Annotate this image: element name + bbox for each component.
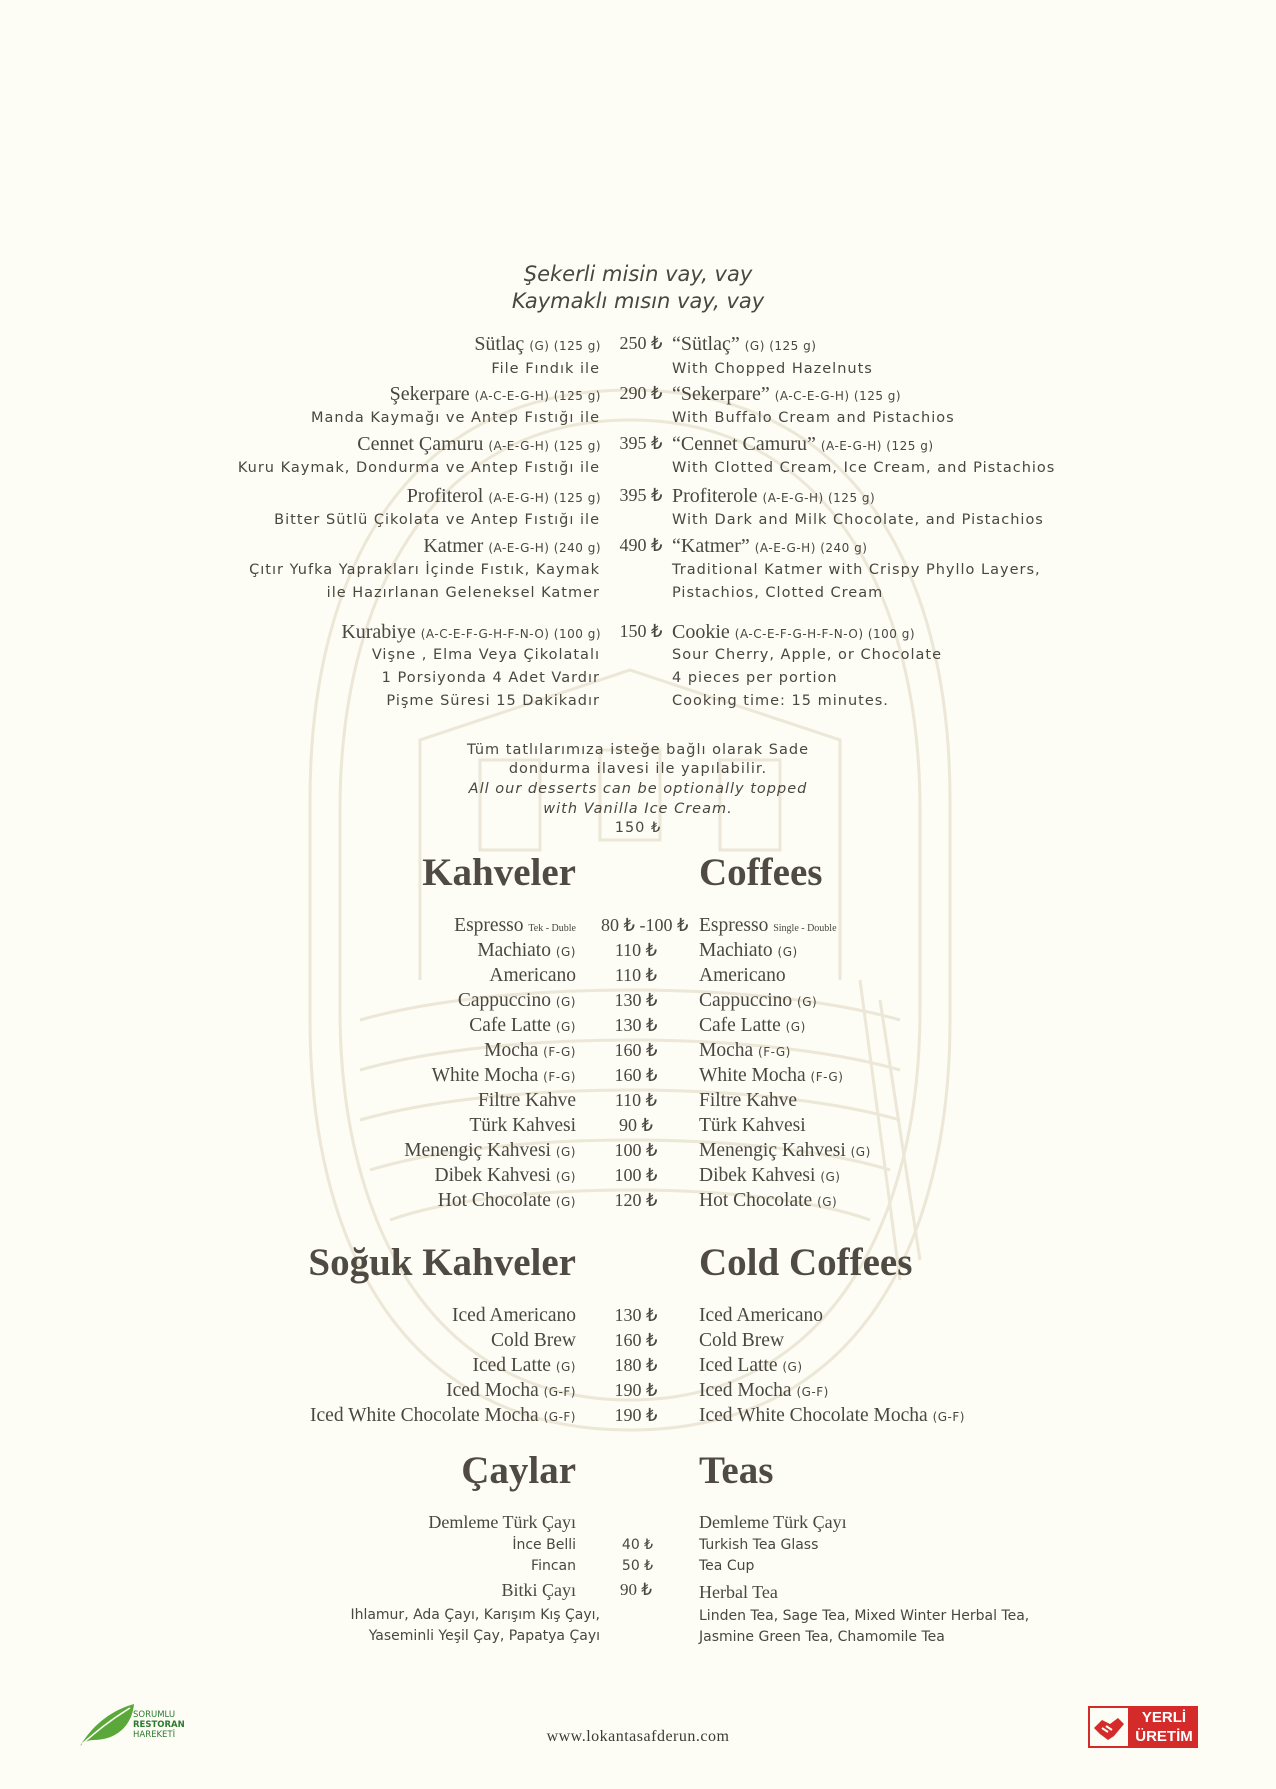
drink-row xyxy=(0,1065,1276,1089)
dessert-row xyxy=(0,621,1276,645)
drink-name-tr: Türk Kahvesi xyxy=(469,1115,576,1136)
drink-row xyxy=(0,1090,1276,1114)
drink-name-tr: Iced Americano xyxy=(452,1305,576,1326)
dessert-row xyxy=(0,535,1276,559)
drink-row xyxy=(0,1190,1276,1214)
drink-row xyxy=(0,1140,1276,1164)
tea-demleme-tr: Demleme Türk Çayı xyxy=(428,1512,576,1532)
dessert-price: 250 ₺ xyxy=(619,333,663,353)
dessert-price: 490 ₺ xyxy=(619,535,663,555)
handshake-icon xyxy=(1088,1706,1130,1748)
drink-row xyxy=(0,1330,1276,1354)
drink-row xyxy=(0,965,1276,989)
tagline-line-1: Şekerli misin vay, vay xyxy=(523,262,753,286)
dessert-desc-en: Traditional Katmer with Crispy Phyllo Layers, xyxy=(672,562,1041,578)
drink-name-tr: Hot Chocolate (G) xyxy=(437,1190,576,1211)
dessert-desc-en: With Chopped Hazelnuts xyxy=(672,361,873,377)
logo-text-line: YERLİ xyxy=(1141,1709,1187,1726)
drink-row xyxy=(0,1355,1276,1379)
drink-price: 180 ₺ xyxy=(614,1355,658,1375)
logo-text-line: HAREKETİ xyxy=(133,1730,176,1740)
dessert-desc-en: Cooking time: 15 minutes. xyxy=(672,693,889,709)
drink-row xyxy=(0,1305,1276,1329)
section-title-kahveler: Kahveler xyxy=(422,851,576,894)
drink-price: 190 ₺ xyxy=(614,1380,658,1400)
logo-text-line: RESTORAN xyxy=(133,1720,185,1730)
drink-name-en: White Mocha (F-G) xyxy=(699,1065,844,1086)
drink-name-tr: Iced White Chocolate Mocha (G-F) xyxy=(310,1405,576,1426)
drink-row xyxy=(0,990,1276,1014)
icecream-note-price: 150 ₺ xyxy=(614,820,662,836)
section-title-soguk-kahveler: Soğuk Kahveler xyxy=(308,1241,576,1284)
dessert-desc-tr: Bitter Sütlü Çikolata ve Antep Fıstığı ile xyxy=(274,512,600,528)
dessert-name-tr: Profiterol (A-E-G-H) (125 g) xyxy=(406,485,601,507)
dessert-desc-tr: Kuru Kaymak, Dondurma ve Antep Fıstığı ile xyxy=(237,460,600,476)
tea-fincan-tr: Fincan xyxy=(531,1558,576,1574)
dessert-desc-en: Pistachios, Clotted Cream xyxy=(672,585,884,601)
drink-row xyxy=(0,1040,1276,1064)
drink-name-tr: White Mocha (F-G) xyxy=(431,1065,576,1086)
drink-name-tr: Mocha (F-G) xyxy=(484,1040,576,1061)
logo-text-line: ÜRETİM xyxy=(1135,1728,1193,1745)
dessert-name-en: “Cennet Camuru” (A-E-G-H) (125 g) xyxy=(672,433,934,455)
drink-price: 120 ₺ xyxy=(614,1190,658,1210)
dessert-price: 290 ₺ xyxy=(619,383,663,403)
drink-name-en: Hot Chocolate (G) xyxy=(699,1190,838,1211)
yerli-uretim-logo xyxy=(1088,1706,1200,1748)
section-title-cold-coffees: Cold Coffees xyxy=(699,1241,913,1284)
tea-bitki-tr: Bitki Çayı xyxy=(501,1580,576,1600)
dessert-row xyxy=(0,485,1276,509)
drink-price: 160 ₺ xyxy=(614,1040,658,1060)
drink-name-tr: Machiato (G) xyxy=(477,940,576,961)
dessert-desc-tr: Çıtır Yufka Yaprakları İçinde Fıstık, Kaymak xyxy=(249,562,600,578)
dessert-price: 395 ₺ xyxy=(619,485,663,505)
drink-price: 160 ₺ xyxy=(614,1330,658,1350)
drink-name-en: Iced Americano xyxy=(699,1305,823,1326)
dessert-desc-tr: ile Hazırlanan Geleneksel Katmer xyxy=(326,585,600,601)
dessert-price: 150 ₺ xyxy=(619,621,663,641)
dessert-desc-en: With Buffalo Cream and Pistachios xyxy=(672,410,955,426)
dessert-desc-tr: File Fındık ile xyxy=(491,361,600,377)
drink-row xyxy=(0,940,1276,964)
drink-row xyxy=(0,1015,1276,1039)
drink-name-en: Iced White Chocolate Mocha (G-F) xyxy=(699,1405,965,1426)
dessert-desc-en: 4 pieces per portion xyxy=(672,670,838,686)
drink-price: 90 ₺ xyxy=(619,1115,653,1135)
icecream-note-en: with Vanilla Ice Cream. xyxy=(543,801,733,817)
dessert-desc-tr: Vişne , Elma Veya Çikolatalı xyxy=(371,647,600,663)
logo-text-line: SORUMLU xyxy=(133,1710,176,1720)
drink-name-en: Menengiç Kahvesi (G) xyxy=(699,1140,871,1161)
dessert-name-tr: Kurabiye (A-C-E-F-G-H-F-N-O) (100 g) xyxy=(341,621,601,643)
dessert-name-en: “Sekerpare” (A-C-E-G-H) (125 g) xyxy=(672,383,902,405)
drink-name-en: Dibek Kahvesi (G) xyxy=(699,1165,841,1186)
drink-name-tr: Cold Brew xyxy=(490,1330,576,1351)
drink-price: 190 ₺ xyxy=(614,1405,658,1425)
drink-name-tr: Cappuccino (G) xyxy=(457,990,576,1011)
tea-bitki-desc-tr: Ihlamur, Ada Çayı, Karışım Kış Çayı, xyxy=(350,1607,600,1623)
drink-name-en: Machiato (G) xyxy=(699,940,798,961)
drink-name-en: Iced Latte (G) xyxy=(699,1355,803,1376)
dessert-row xyxy=(0,383,1276,407)
drink-price: 130 ₺ xyxy=(614,990,658,1010)
dessert-name-tr: Şekerpare (A-C-E-G-H) (125 g) xyxy=(389,383,601,405)
dessert-price: 395 ₺ xyxy=(619,433,663,453)
dessert-desc-tr: 1 Porsiyonda 4 Adet Vardır xyxy=(381,670,600,686)
icecream-note-en: All our desserts can be optionally topped xyxy=(468,781,808,797)
drink-name-en: Americano xyxy=(699,965,786,986)
dessert-name-en: “Sütlaç” (G) (125 g) xyxy=(672,333,817,355)
dessert-name-en: “Katmer” (A-E-G-H) (240 g) xyxy=(672,535,868,557)
tea-bitki-en: Herbal Tea xyxy=(699,1582,778,1602)
drink-name-tr: Iced Mocha (G-F) xyxy=(446,1380,576,1401)
dessert-desc-en: With Clotted Cream, Ice Cream, and Pistachios xyxy=(672,460,1056,476)
drink-name-tr: Filtre Kahve xyxy=(477,1090,576,1111)
drink-row xyxy=(0,1115,1276,1139)
drink-price: 130 ₺ xyxy=(614,1015,658,1035)
tea-bitki-desc-tr: Yaseminli Yeşil Çay, Papatya Çayı xyxy=(368,1628,600,1644)
tagline-line-2: Kaymaklı mısın vay, vay xyxy=(511,289,765,313)
tea-ince-tr: İnce Belli xyxy=(512,1537,576,1553)
tea-ince-price: 40 ₺ xyxy=(621,1537,654,1553)
tea-bitki-price: 90 ₺ xyxy=(619,1580,653,1599)
dessert-name-en: Cookie (A-C-E-F-G-H-F-N-O) (100 g) xyxy=(672,621,916,643)
tea-bitki-desc-en: Jasmine Green Tea, Chamomile Tea xyxy=(699,1629,945,1645)
drink-name-tr: Dibek Kahvesi (G) xyxy=(434,1165,576,1186)
section-title-coffees: Coffees xyxy=(699,851,823,894)
drink-row xyxy=(0,1165,1276,1189)
drink-name-tr: Menengiç Kahvesi (G) xyxy=(404,1140,576,1161)
dessert-name-tr: Cennet Çamuru (A-E-G-H) (125 g) xyxy=(357,433,601,455)
drink-row xyxy=(0,1405,1276,1429)
drink-row xyxy=(0,915,1276,939)
drink-name-tr: Cafe Latte (G) xyxy=(469,1015,576,1036)
drink-name-en: Türk Kahvesi xyxy=(699,1115,806,1136)
icecream-note-tr: Tüm tatlılarımıza isteğe bağlı olarak Sade xyxy=(466,742,809,758)
dessert-desc-en: Sour Cherry, Apple, or Chocolate xyxy=(672,647,943,663)
drink-price: 100 ₺ xyxy=(614,1140,658,1160)
tea-demleme-en: Demleme Türk Çayı xyxy=(699,1512,847,1532)
drink-name-en: Iced Mocha (G-F) xyxy=(699,1380,829,1401)
dessert-desc-tr: Manda Kaymağı ve Antep Fıstığı ile xyxy=(311,410,600,426)
dessert-name-en: Profiterole (A-E-G-H) (125 g) xyxy=(672,485,876,507)
dessert-desc-tr: Pişme Süresi 15 Dakikadır xyxy=(386,693,600,709)
drink-name-en: Cappuccino (G) xyxy=(699,990,818,1011)
drink-name-en: Mocha (F-G) xyxy=(699,1040,791,1061)
drink-price: 80 ₺ -100 ₺ xyxy=(601,915,689,935)
dessert-row xyxy=(0,333,1276,357)
drink-price: 110 ₺ xyxy=(614,940,658,960)
drink-name-tr: Iced Latte (G) xyxy=(472,1355,576,1376)
drink-price: 100 ₺ xyxy=(614,1165,658,1185)
drink-name-en: Espresso Single - Double xyxy=(699,915,837,936)
tea-bitki-desc-en: Linden Tea, Sage Tea, Mixed Winter Herbal Tea, xyxy=(699,1608,1030,1624)
tea-ince-en: Turkish Tea Glass xyxy=(699,1537,819,1553)
drink-name-en: Cafe Latte (G) xyxy=(699,1015,806,1036)
tea-fincan-en: Tea Cup xyxy=(699,1558,755,1574)
drink-name-en: Filtre Kahve xyxy=(699,1090,798,1111)
dessert-name-tr: Katmer (A-E-G-H) (240 g) xyxy=(423,535,601,557)
drink-price: 110 ₺ xyxy=(614,1090,658,1110)
drink-price: 160 ₺ xyxy=(614,1065,658,1085)
section-title-teas: Teas xyxy=(699,1449,774,1492)
drink-price: 130 ₺ xyxy=(614,1305,658,1325)
dessert-row xyxy=(0,433,1276,457)
drink-row xyxy=(0,1380,1276,1404)
drink-name-en: Cold Brew xyxy=(699,1330,785,1351)
drink-price: 110 ₺ xyxy=(614,965,658,985)
drink-name-tr: Espresso Tek - Duble xyxy=(454,915,576,936)
website-link[interactable]: www.lokantasafderun.com xyxy=(546,1728,730,1745)
icecream-note-tr: dondurma ilavesi ile yapılabilir. xyxy=(508,761,768,777)
drink-name-tr: Americano xyxy=(489,965,576,986)
dessert-name-tr: Sütlaç (G) (125 g) xyxy=(474,333,601,355)
tea-fincan-price: 50 ₺ xyxy=(621,1558,654,1574)
section-title-caylar: Çaylar xyxy=(461,1449,576,1492)
dessert-desc-en: With Dark and Milk Chocolate, and Pistachios xyxy=(672,512,1044,528)
